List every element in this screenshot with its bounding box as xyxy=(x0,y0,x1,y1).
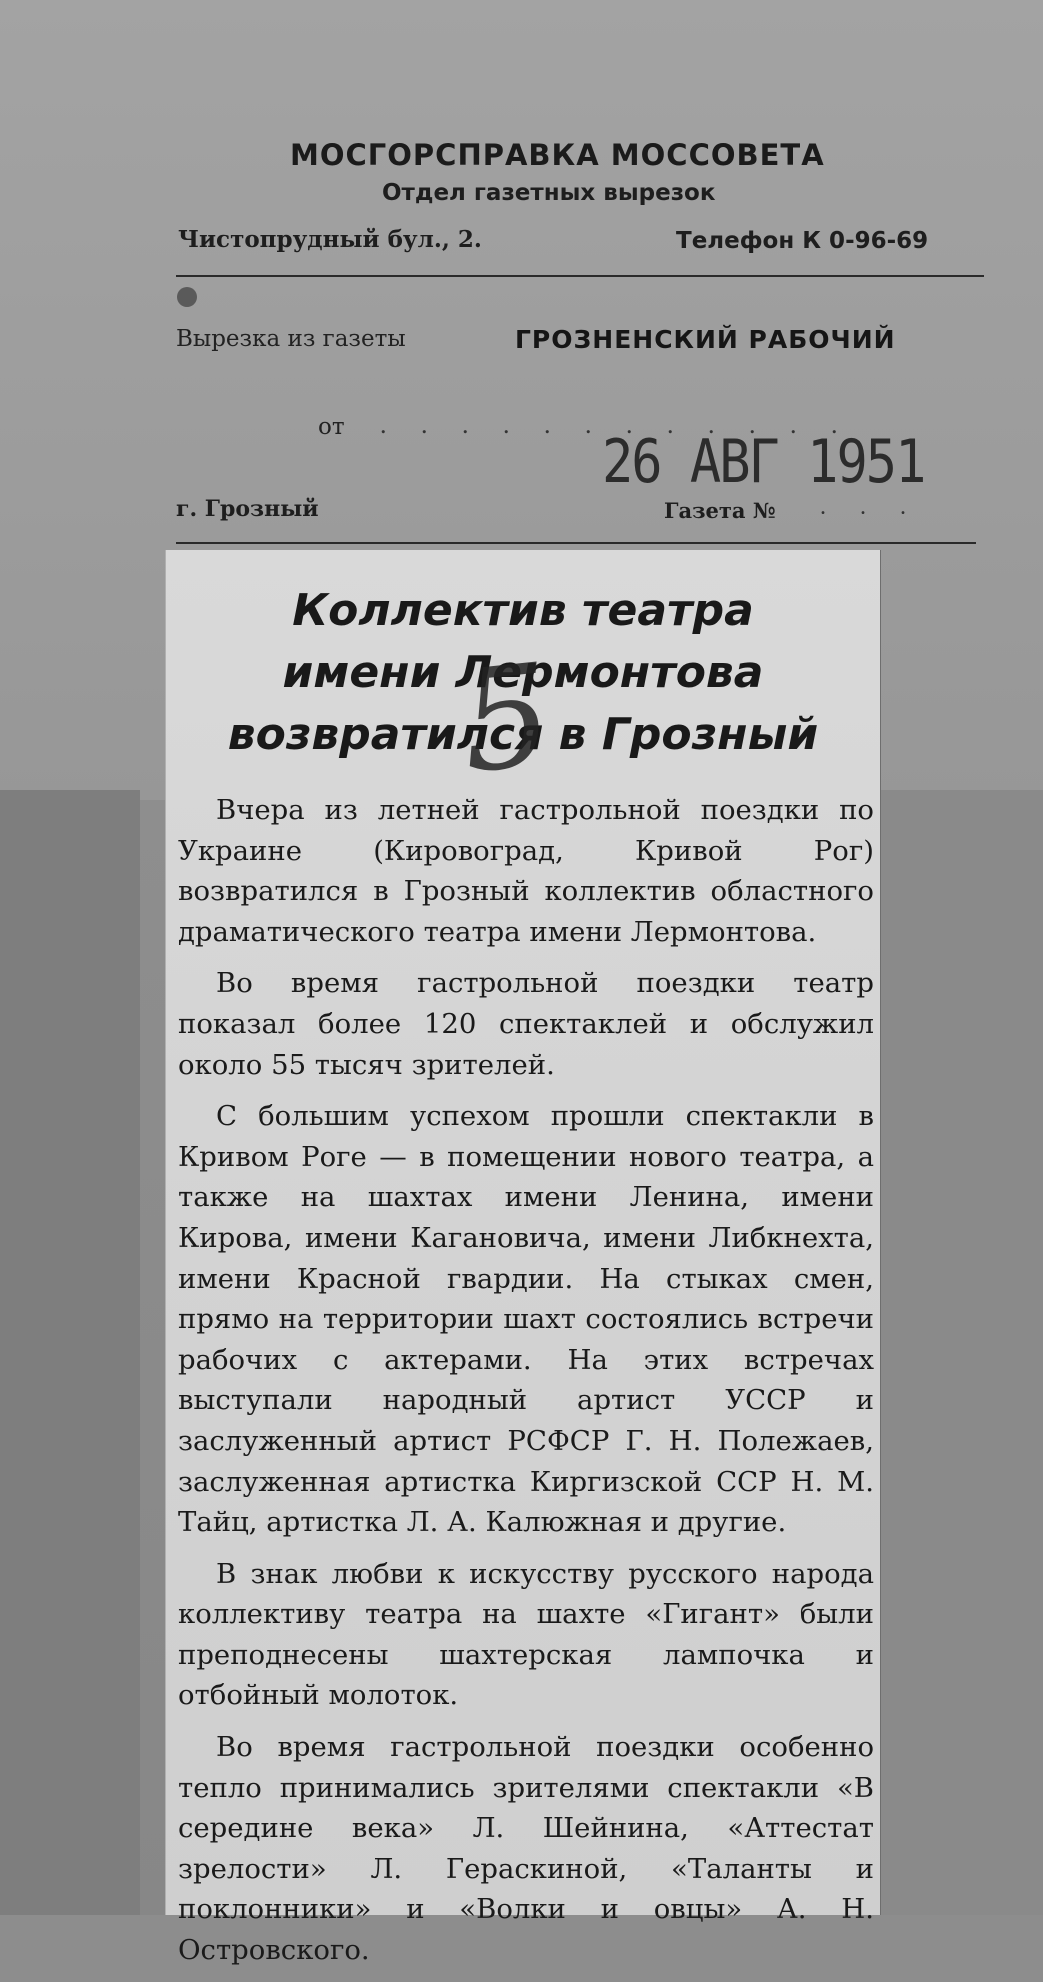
left-background-strip xyxy=(0,790,140,1915)
date-dotted-line: . . . . . . . . . . . . xyxy=(380,410,852,439)
issue-dotted-line: . . . xyxy=(820,494,920,520)
handwritten-pencil-mark: 5 xyxy=(453,633,560,806)
agency-name: МОСГОРСПРАВКА МОССОВЕТА xyxy=(290,138,825,172)
article-paragraph: С большим успехом прошли спектакли в Кривом Роге — в помещении нового театра, а также на шахтах имени Ленина, имени Кирова, имени Кагановича, имени Либкнехта, имени Красной гвардии. На стыках смен, прямо на территории шахт состоялись встречи рабочих с актерами. На этих встречах выступали народный артист УССР и заслуженный артист РСФСР Г. Н. Полежаев, заслуженная артистка Киргизской ССР Н. М. Тайц, артистка Л. А. Калюжная и другие. xyxy=(178,1100,874,1539)
article-paragraph: Во время гастрольной поездки особенно тепло принимались зрителями спектакли «В середине века» Л. Шейнина, «Аттестат зрелости» Л. Гераскиной, «Таланты и поклонники» и «Волки и овцы» А. Н. Островского. xyxy=(178,1731,874,1967)
right-background-strip xyxy=(880,790,1043,1915)
issue-label: Газета № xyxy=(664,498,776,523)
headline-line: Коллектив театра xyxy=(292,585,754,636)
city-label: г. Грозный xyxy=(176,496,319,522)
agency-phone: Телефон К 0-96-69 xyxy=(676,228,929,254)
punch-hole xyxy=(177,287,197,307)
department-name: Отдел газетных вырезок xyxy=(382,180,716,206)
newspaper-clipping xyxy=(166,550,880,1967)
form-bottom-rule xyxy=(176,542,976,544)
article-paragraph: Во время гастрольной поездки театр показал более 120 спектаклей и обслужил около 55 тысяч зрителей. xyxy=(178,967,874,1081)
header-rule xyxy=(176,275,984,277)
date-from-label: от xyxy=(318,414,345,440)
agency-address: Чистопрудный бул., 2. xyxy=(178,226,482,253)
newspaper-name: ГРОЗНЕНСКИЙ РАБОЧИЙ xyxy=(515,325,896,354)
article-paragraph: В знак любви к искусству русского народа коллективу театра на шахте «Гигант» были преподнесены шахтерская лампочка и отбойный молоток. xyxy=(178,1557,874,1712)
headline-line: возвратился в Грозный xyxy=(227,709,819,760)
article-body xyxy=(178,790,874,1982)
date-stamp: 26 АВГ 1951 xyxy=(602,428,925,497)
clip-from-label: Вырезка из газеты xyxy=(176,326,406,352)
headline-line: имени Лермонтова xyxy=(282,647,764,698)
article-paragraph: Вчера из летней гастрольной поездки по Украине (Кировоград, Кривой Рог) возвратился в Грозный коллектив областного драматического театра имени Лермонтова. xyxy=(178,794,874,948)
